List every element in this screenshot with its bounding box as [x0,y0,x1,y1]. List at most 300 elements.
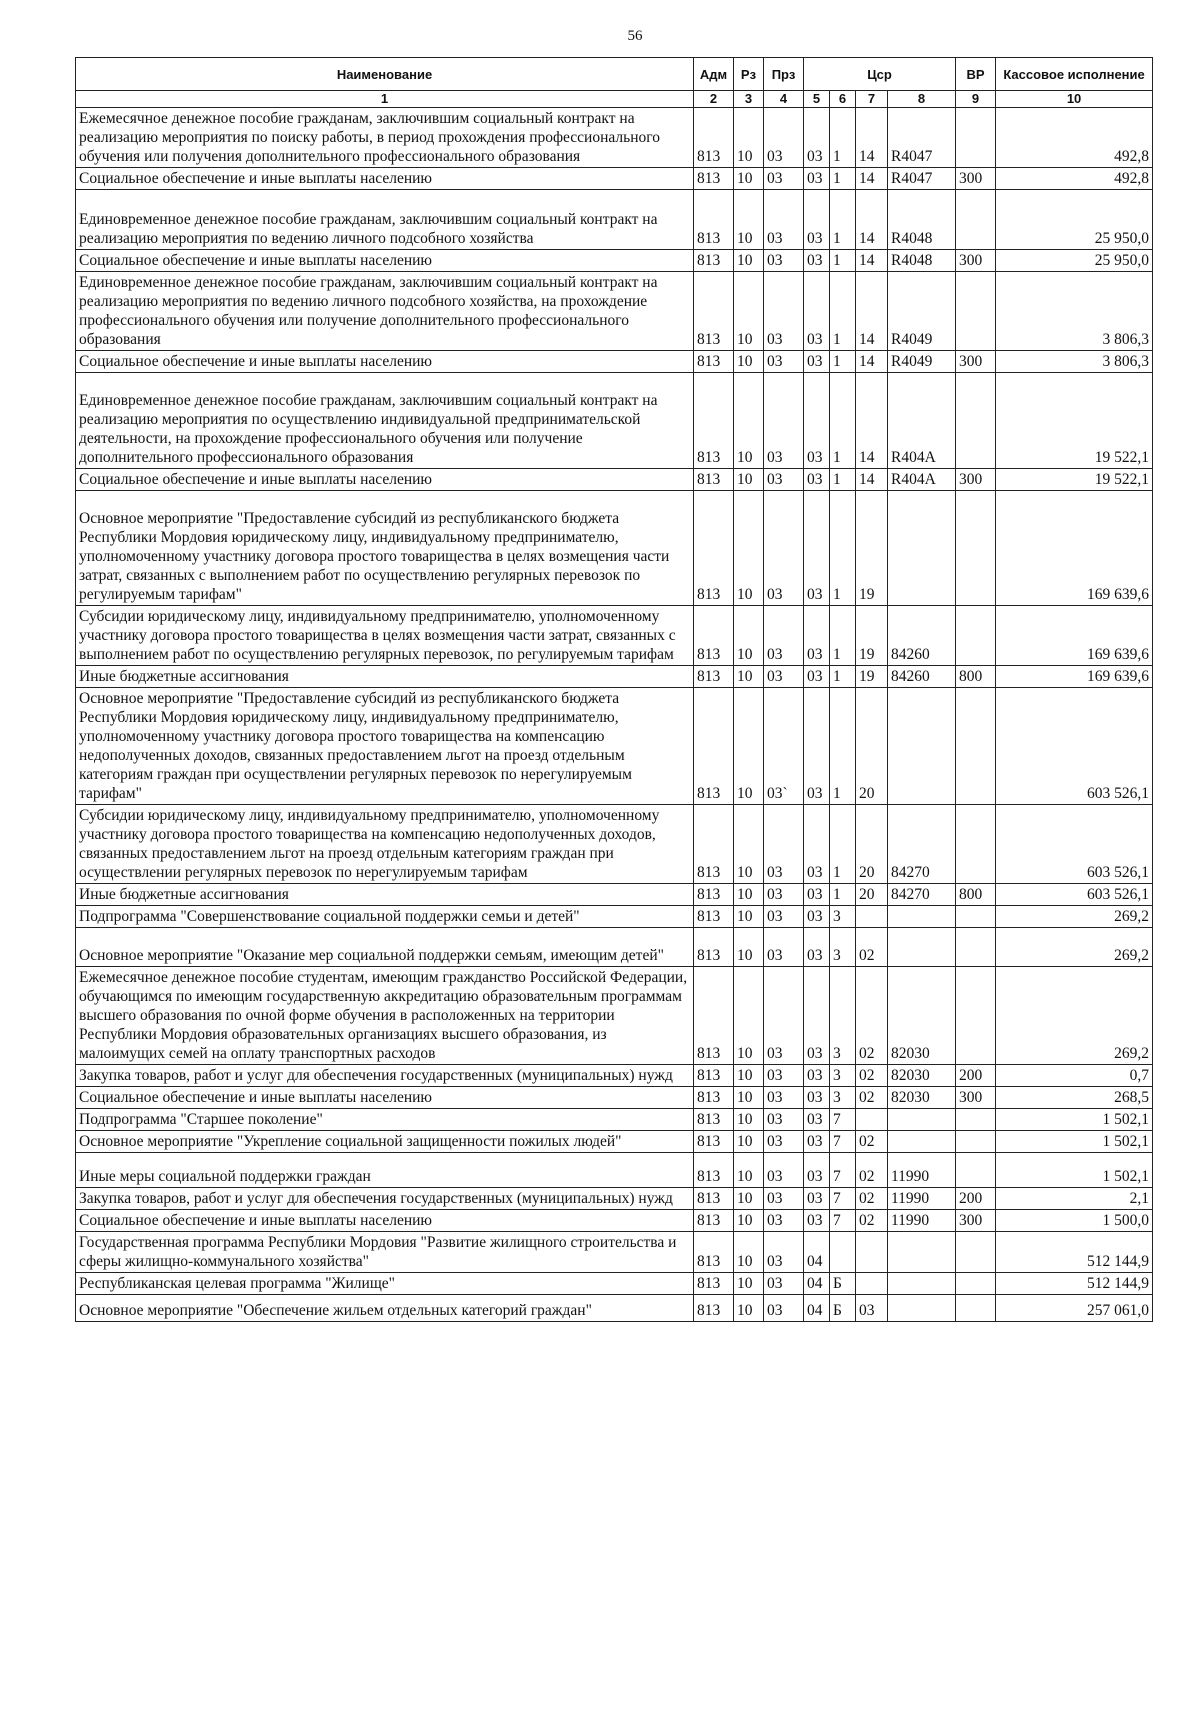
row-amount-cell: 2,1 [996,1188,1153,1210]
row-csr-subprogram-cell: 1 [830,805,856,884]
table-row [76,1188,1153,1210]
row-vr-cell [956,373,996,469]
table-row [76,606,1153,666]
row-amount-cell: 25 950,0 [996,190,1153,250]
header-vr: ВР [956,58,996,91]
row-csr-subprogram-cell: 1 [830,606,856,666]
row-csr-activity-cell: 02 [856,967,888,1065]
row-vr-cell [956,108,996,168]
row-name-cell: Закупка товаров, работ и услуг для обеспечения государственных (муниципальных) нужд [76,1065,694,1087]
row-csr-subprogram-cell [830,1232,856,1273]
row-csr-subprogram-cell: 7 [830,1109,856,1131]
row-rz-cell: 10 [734,351,764,373]
row-amount-cell: 603 526,1 [996,884,1153,906]
row-vr-cell: 300 [956,469,996,491]
row-csr-direction-cell [888,1109,956,1131]
column-number-row [76,91,1153,108]
table-row [76,1232,1153,1273]
table-row [76,108,1153,168]
row-amount-cell: 0,7 [996,1065,1153,1087]
row-vr-cell [956,1273,996,1295]
row-prz-cell: 03 [764,1188,804,1210]
row-prz-cell: 03 [764,967,804,1065]
row-amount-cell: 269,2 [996,928,1153,967]
row-csr-activity-cell: 14 [856,351,888,373]
row-csr-activity-cell [856,1109,888,1131]
row-csr-program-cell: 03 [804,1109,830,1131]
row-csr-activity-cell [856,1232,888,1273]
row-csr-activity-cell: 19 [856,606,888,666]
row-name-cell: Субсидии юридическому лицу, индивидуальному предпринимателю, уполномоченному участнику договора простого товарищества на компенсацию недополученных доходов, связанных предоставлением льгот на проезд отдельным категориям граждан при осуществлении регулярных перевозок по нерегулируемым тарифам [76,805,694,884]
row-name-cell: Ежемесячное денежное пособие гражданам, заключившим социальный контракт на реализацию мероприятия по поиску работы, в период прохождения профессионального обучения или получения дополнительного профессионального образования [76,108,694,168]
row-csr-subprogram-cell: 1 [830,108,856,168]
table-row [76,1087,1153,1109]
row-vr-cell [956,1131,996,1153]
row-amount-cell: 25 950,0 [996,250,1153,272]
row-adm-cell: 813 [694,805,734,884]
row-rz-cell: 10 [734,469,764,491]
row-csr-program-cell: 03 [804,373,830,469]
row-name-cell: Основное мероприятие "Оказание мер социальной поддержки семьям, имеющим детей" [76,928,694,967]
row-name-cell: Социальное обеспечение и иные выплаты населению [76,1087,694,1109]
row-adm-cell: 813 [694,1295,734,1322]
row-csr-direction-cell: R404A [888,373,956,469]
row-csr-program-cell: 03 [804,688,830,805]
row-csr-direction-cell [888,1232,956,1273]
row-csr-direction-cell: R4049 [888,272,956,351]
row-vr-cell: 300 [956,250,996,272]
row-csr-program-cell: 03 [804,967,830,1065]
row-amount-cell: 603 526,1 [996,805,1153,884]
table-row [76,928,1153,967]
row-vr-cell: 300 [956,351,996,373]
row-vr-cell: 200 [956,1065,996,1087]
row-prz-cell: 03 [764,606,804,666]
row-csr-program-cell: 03 [804,108,830,168]
row-csr-program-cell: 03 [804,1065,830,1087]
row-vr-cell [956,491,996,606]
table-row [76,1295,1153,1322]
row-adm-cell: 813 [694,1210,734,1232]
row-adm-cell: 813 [694,1131,734,1153]
row-adm-cell: 813 [694,1065,734,1087]
row-name-cell: Ежемесячное денежное пособие студентам, имеющим гражданство Российской Федерации, обучающимся по имеющим государственную аккредитацию образовательным программам высшего образования по очной форме обучения в расположенных на территории Республики Мордовия образовательных организациях высшего образования, из малоимущих семей на оплату транспортных расходов [76,967,694,1065]
row-vr-cell [956,190,996,250]
row-rz-cell: 10 [734,967,764,1065]
row-amount-cell: 257 061,0 [996,1295,1153,1322]
table-row [76,1131,1153,1153]
row-amount-cell: 169 639,6 [996,606,1153,666]
row-rz-cell: 10 [734,805,764,884]
header-amount: Кассовое исполнение [996,58,1153,91]
row-csr-direction-cell: 84260 [888,666,956,688]
table-row [76,967,1153,1065]
row-csr-program-cell: 04 [804,1273,830,1295]
row-vr-cell: 200 [956,1188,996,1210]
table-row [76,469,1153,491]
table-row [76,688,1153,805]
row-rz-cell: 10 [734,491,764,606]
row-vr-cell: 800 [956,884,996,906]
row-csr-activity-cell: 20 [856,884,888,906]
header-prz: Прз [764,58,804,91]
row-adm-cell: 813 [694,108,734,168]
column-number: 2 [694,91,734,108]
row-amount-cell: 492,8 [996,108,1153,168]
row-csr-subprogram-cell: Б [830,1273,856,1295]
row-prz-cell: 03 [764,491,804,606]
row-csr-program-cell: 03 [804,190,830,250]
table-row [76,906,1153,928]
row-csr-direction-cell [888,1273,956,1295]
row-prz-cell: 03 [764,190,804,250]
row-rz-cell: 10 [734,190,764,250]
row-name-cell: Иные меры социальной поддержки граждан [76,1153,694,1188]
row-rz-cell: 10 [734,1188,764,1210]
row-csr-program-cell: 03 [804,250,830,272]
row-name-cell: Социальное обеспечение и иные выплаты населению [76,351,694,373]
row-amount-cell: 512 144,9 [996,1232,1153,1273]
row-vr-cell [956,967,996,1065]
row-csr-activity-cell: 02 [856,1065,888,1087]
row-vr-cell: 800 [956,666,996,688]
row-rz-cell: 10 [734,1210,764,1232]
row-csr-activity-cell [856,1273,888,1295]
row-name-cell: Единовременное денежное пособие гражданам, заключившим социальный контракт на реализацию мероприятия по осуществлению индивидуальной предпринимательской деятельности, на прохождение профессионального обучения или получение дополнительного профессионального образования [76,373,694,469]
table-row [76,1210,1153,1232]
column-number: 1 [76,91,694,108]
table-row [76,1109,1153,1131]
row-csr-subprogram-cell: 3 [830,1087,856,1109]
row-csr-activity-cell: 14 [856,373,888,469]
row-csr-program-cell: 04 [804,1232,830,1273]
row-prz-cell: 03 [764,884,804,906]
row-csr-subprogram-cell: 1 [830,884,856,906]
row-vr-cell [956,906,996,928]
table-row [76,1153,1153,1188]
column-number: 8 [888,91,956,108]
table-row [76,168,1153,190]
row-amount-cell: 492,8 [996,168,1153,190]
row-prz-cell: 03 [764,108,804,168]
row-csr-subprogram-cell: 1 [830,190,856,250]
row-rz-cell: 10 [734,884,764,906]
row-csr-direction-cell: 11990 [888,1210,956,1232]
row-vr-cell [956,1232,996,1273]
row-csr-direction-cell: 84270 [888,805,956,884]
table-row [76,1065,1153,1087]
row-prz-cell: 03 [764,1153,804,1188]
row-vr-cell [956,805,996,884]
row-prz-cell: 03 [764,666,804,688]
column-number: 6 [830,91,856,108]
row-csr-direction-cell: R4047 [888,108,956,168]
row-name-cell: Иные бюджетные ассигнования [76,666,694,688]
column-number: 9 [956,91,996,108]
row-csr-subprogram-cell: 1 [830,666,856,688]
row-csr-subprogram-cell: 3 [830,1065,856,1087]
row-prz-cell: 03 [764,928,804,967]
row-csr-direction-cell [888,928,956,967]
row-adm-cell: 813 [694,1188,734,1210]
row-csr-subprogram-cell: 3 [830,906,856,928]
row-vr-cell [956,928,996,967]
row-csr-subprogram-cell: 1 [830,688,856,805]
row-rz-cell: 10 [734,1087,764,1109]
row-prz-cell: 03 [764,805,804,884]
row-csr-subprogram-cell: 7 [830,1210,856,1232]
row-csr-activity-cell: 14 [856,168,888,190]
row-vr-cell: 300 [956,1087,996,1109]
row-prz-cell: 03 [764,250,804,272]
row-amount-cell: 512 144,9 [996,1273,1153,1295]
row-csr-activity-cell: 03 [856,1295,888,1322]
row-csr-activity-cell: 19 [856,491,888,606]
row-name-cell: Социальное обеспечение и иные выплаты населению [76,250,694,272]
row-csr-activity-cell [856,906,888,928]
row-prz-cell: 03 [764,1109,804,1131]
row-adm-cell: 813 [694,1109,734,1131]
row-name-cell: Подпрограмма "Старшее поколение" [76,1109,694,1131]
header-rz: Рз [734,58,764,91]
row-amount-cell: 19 522,1 [996,469,1153,491]
row-csr-activity-cell: 02 [856,1153,888,1188]
table-body [76,108,1153,1322]
row-name-cell: Социальное обеспечение и иные выплаты населению [76,1210,694,1232]
row-csr-program-cell: 03 [804,1153,830,1188]
row-csr-program-cell: 03 [804,805,830,884]
row-adm-cell: 813 [694,606,734,666]
row-prz-cell: 03 [764,272,804,351]
row-prz-cell: 03 [764,373,804,469]
row-rz-cell: 10 [734,272,764,351]
row-rz-cell: 10 [734,1153,764,1188]
row-csr-activity-cell: 14 [856,108,888,168]
header-row [76,58,1153,91]
row-name-cell: Закупка товаров, работ и услуг для обеспечения государственных (муниципальных) нужд [76,1188,694,1210]
row-name-cell: Основное мероприятие "Предоставление субсидий из республиканского бюджета Республики Мордовия юридическому лицу, индивидуальному предпринимателю, уполномоченному участнику договора простого товарищества в целях возмещения части затрат, связанных с выполнением работ по осуществлению регулярных перевозок по регулируемым тарифам" [76,491,694,606]
row-rz-cell: 10 [734,688,764,805]
row-csr-subprogram-cell: 1 [830,373,856,469]
row-name-cell: Основное мероприятие "Обеспечение жильем отдельных категорий граждан" [76,1295,694,1322]
row-csr-direction-cell: R4047 [888,168,956,190]
table-row [76,250,1153,272]
row-amount-cell: 603 526,1 [996,688,1153,805]
row-adm-cell: 813 [694,168,734,190]
row-csr-program-cell: 03 [804,1087,830,1109]
row-csr-activity-cell: 02 [856,928,888,967]
row-csr-direction-cell: 11990 [888,1188,956,1210]
row-csr-subprogram-cell: 7 [830,1153,856,1188]
row-adm-cell: 813 [694,688,734,805]
row-adm-cell: 813 [694,250,734,272]
row-csr-program-cell: 03 [804,606,830,666]
row-prz-cell: 03 [764,1295,804,1322]
row-amount-cell: 269,2 [996,967,1153,1065]
row-amount-cell: 3 806,3 [996,272,1153,351]
table-row [76,491,1153,606]
row-name-cell: Подпрограмма "Совершенствование социальной поддержки семьи и детей" [76,906,694,928]
row-name-cell: Социальное обеспечение и иные выплаты населению [76,469,694,491]
row-prz-cell: 03 [764,351,804,373]
row-name-cell: Социальное обеспечение и иные выплаты населению [76,168,694,190]
row-csr-direction-cell: 11990 [888,1153,956,1188]
row-amount-cell: 169 639,6 [996,491,1153,606]
row-prz-cell: 03 [764,906,804,928]
row-rz-cell: 10 [734,1131,764,1153]
row-name-cell: Основное мероприятие "Укрепление социальной защищенности пожилых людей" [76,1131,694,1153]
row-csr-program-cell: 03 [804,491,830,606]
row-amount-cell: 269,2 [996,906,1153,928]
row-csr-direction-cell: 82030 [888,1065,956,1087]
row-adm-cell: 813 [694,469,734,491]
row-csr-direction-cell: R4049 [888,351,956,373]
row-prz-cell: 03 [764,168,804,190]
table-row [76,272,1153,351]
row-csr-activity-cell: 02 [856,1210,888,1232]
row-rz-cell: 10 [734,1232,764,1273]
table-row [76,666,1153,688]
row-csr-direction-cell [888,906,956,928]
row-prz-cell: 03 [764,1065,804,1087]
row-csr-program-cell: 03 [804,168,830,190]
row-csr-activity-cell: 20 [856,688,888,805]
row-csr-program-cell: 03 [804,928,830,967]
row-amount-cell: 3 806,3 [996,351,1153,373]
header-name: Наименование [76,58,694,91]
row-rz-cell: 10 [734,606,764,666]
row-adm-cell: 813 [694,666,734,688]
row-rz-cell: 10 [734,928,764,967]
row-amount-cell: 1 502,1 [996,1153,1153,1188]
budget-table [75,57,1153,1322]
row-amount-cell: 268,5 [996,1087,1153,1109]
row-csr-direction-cell [888,1131,956,1153]
row-csr-program-cell: 03 [804,1188,830,1210]
row-csr-activity-cell: 02 [856,1131,888,1153]
row-amount-cell: 169 639,6 [996,666,1153,688]
row-csr-direction-cell: 84260 [888,606,956,666]
row-prz-cell: 03 [764,469,804,491]
row-prz-cell: 03 [764,1273,804,1295]
row-vr-cell: 300 [956,1210,996,1232]
row-csr-subprogram-cell: 3 [830,928,856,967]
column-number: 10 [996,91,1153,108]
row-prz-cell: 03` [764,688,804,805]
row-rz-cell: 10 [734,250,764,272]
header-adm: Адм [694,58,734,91]
row-prz-cell: 03 [764,1210,804,1232]
row-adm-cell: 813 [694,884,734,906]
row-adm-cell: 813 [694,373,734,469]
row-csr-program-cell: 03 [804,666,830,688]
row-csr-program-cell: 03 [804,469,830,491]
row-vr-cell [956,688,996,805]
row-csr-activity-cell: 19 [856,666,888,688]
row-csr-direction-cell [888,491,956,606]
row-csr-direction-cell [888,688,956,805]
row-adm-cell: 813 [694,351,734,373]
row-csr-direction-cell: 82030 [888,1087,956,1109]
row-csr-subprogram-cell: 1 [830,491,856,606]
row-csr-direction-cell: R404A [888,469,956,491]
row-csr-program-cell: 03 [804,884,830,906]
row-prz-cell: 03 [764,1232,804,1273]
column-number: 4 [764,91,804,108]
column-number: 3 [734,91,764,108]
row-csr-subprogram-cell: 7 [830,1131,856,1153]
row-vr-cell [956,606,996,666]
row-csr-subprogram-cell: 1 [830,351,856,373]
row-name-cell: Субсидии юридическому лицу, индивидуальному предпринимателю, уполномоченному участнику договора простого товарищества в целях возмещения части затрат, связанных с выполнением работ по осуществлению регулярных перевозок, по регулируемым тарифам [76,606,694,666]
row-csr-program-cell: 03 [804,272,830,351]
row-adm-cell: 813 [694,1153,734,1188]
row-csr-subprogram-cell: 1 [830,250,856,272]
table-row [76,805,1153,884]
row-csr-subprogram-cell: 3 [830,967,856,1065]
table-row [76,351,1153,373]
row-vr-cell [956,1109,996,1131]
row-rz-cell: 10 [734,1109,764,1131]
header-csr: Цср [804,58,956,91]
row-adm-cell: 813 [694,967,734,1065]
row-rz-cell: 10 [734,1295,764,1322]
row-name-cell: Иные бюджетные ассигнования [76,884,694,906]
row-csr-subprogram-cell: 1 [830,272,856,351]
row-name-cell: Основное мероприятие "Предоставление субсидий из республиканского бюджета Республики Мордовия юридическому лицу, индивидуальному предпринимателю, уполномоченному участнику договора простого товарищества на компенсацию недополученных доходов, связанных предоставлением льгот на проезд отдельным категориям граждан при осуществлении регулярных перевозок по нерегулируемым тарифам" [76,688,694,805]
row-prz-cell: 03 [764,1131,804,1153]
row-csr-program-cell: 04 [804,1295,830,1322]
row-csr-program-cell: 03 [804,1210,830,1232]
table-row [76,373,1153,469]
row-csr-activity-cell: 14 [856,469,888,491]
row-rz-cell: 10 [734,373,764,469]
row-adm-cell: 813 [694,190,734,250]
row-csr-program-cell: 03 [804,351,830,373]
page-number: 56 [627,28,643,44]
row-adm-cell: 813 [694,1232,734,1273]
row-name-cell: Республиканская целевая программа "Жилище" [76,1273,694,1295]
row-csr-direction-cell: 82030 [888,967,956,1065]
row-csr-activity-cell: 02 [856,1087,888,1109]
table-row [76,1273,1153,1295]
row-adm-cell: 813 [694,491,734,606]
row-csr-direction-cell: 84270 [888,884,956,906]
row-adm-cell: 813 [694,1273,734,1295]
row-csr-activity-cell: 14 [856,250,888,272]
row-csr-activity-cell: 02 [856,1188,888,1210]
row-prz-cell: 03 [764,1087,804,1109]
row-rz-cell: 10 [734,1065,764,1087]
row-csr-direction-cell: R4048 [888,190,956,250]
row-adm-cell: 813 [694,906,734,928]
table-row [76,190,1153,250]
row-csr-subprogram-cell: 7 [830,1188,856,1210]
row-vr-cell [956,1153,996,1188]
column-number: 5 [804,91,830,108]
row-csr-program-cell: 03 [804,1131,830,1153]
row-csr-subprogram-cell: 1 [830,469,856,491]
row-vr-cell [956,272,996,351]
row-amount-cell: 1 502,1 [996,1131,1153,1153]
row-rz-cell: 10 [734,1273,764,1295]
row-csr-activity-cell: 14 [856,190,888,250]
row-adm-cell: 813 [694,928,734,967]
row-vr-cell [956,1295,996,1322]
row-csr-activity-cell: 20 [856,805,888,884]
row-amount-cell: 1 500,0 [996,1210,1153,1232]
row-name-cell: Единовременное денежное пособие гражданам, заключившим социальный контракт на реализацию мероприятия по ведению личного подсобного хозяйства, на прохождение профессионального обучения или получение дополнительного профессионального образования [76,272,694,351]
